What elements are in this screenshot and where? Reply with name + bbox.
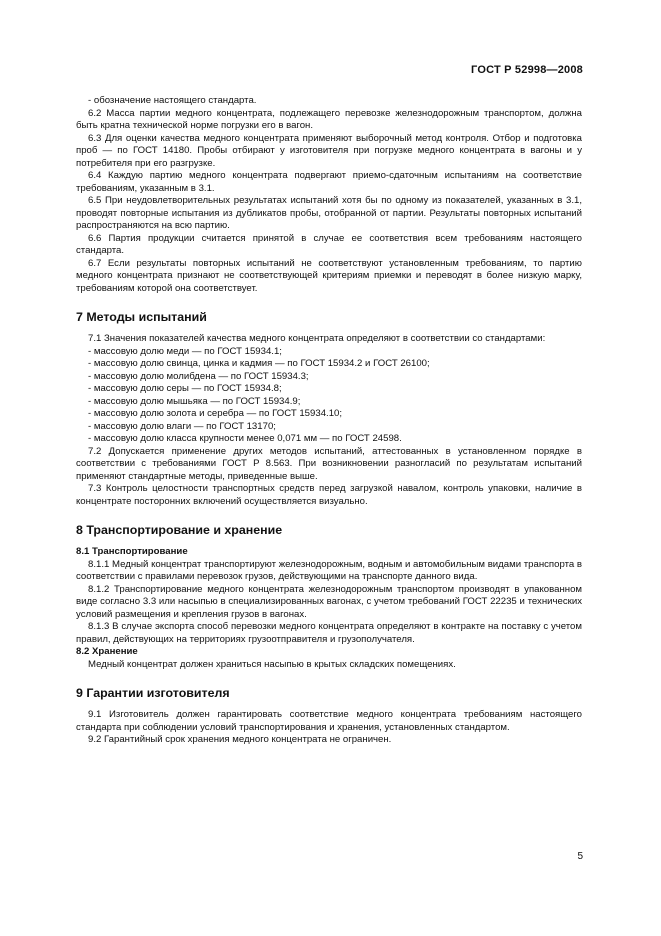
paragraph-6-7: 6.7 Если результаты повторных испытаний не соответствуют установленным требованиям, то партию медного концентрата признают не соответствующей критериям приемки и переводят в более низкую марку, требованиям которой она соответствует. — [76, 257, 582, 294]
section-9-heading: 9 Гарантии изготовителя — [76, 686, 230, 700]
list-item: - массовую долю влаги — по ГОСТ 13170; — [88, 420, 276, 432]
subsection-8-2-heading: 8.2 Хранение — [76, 646, 138, 657]
list-item: - массовую долю свинца, цинка и кадмия — по ГОСТ 15934.2 и ГОСТ 26100; — [88, 358, 430, 369]
list-item: - обозначение настоящего стандарта. — [88, 95, 257, 106]
section-7-heading: 7 Методы испытаний — [76, 310, 207, 324]
paragraph-6-6: 6.6 Партия продукции считается принятой в случае ее соответствия всем требованиям настоящего стандарта. — [76, 232, 582, 256]
section-8-heading: 8 Транспортирование и хранение — [76, 523, 283, 537]
paragraph-7-1: 7.1 Значения показателей качества медного концентрата определяют в соответствии со стандартами: — [88, 333, 546, 344]
paragraph-9-2: 9.2 Гарантийный срок хранения медного концентрата не ограничен. — [88, 734, 392, 745]
paragraph-8-1-3: 8.1.3 В случае экспорта способ перевозки медного концентрата определяют в контракте на поставку с учетом правил, действующих на территориях грузоотправителя и грузополучателя. — [76, 621, 582, 645]
paragraph-7-2: 7.2 Допускается применение других методов испытаний, аттестованных в установленном порядке в соответствии с требованиями ГОСТ Р 8.563. При возникновении разногласий по результатам испытаний применяют стандартные методы, приведенные выше. — [76, 445, 582, 482]
subsection-8-1-heading: 8.1 Транспортирование — [76, 546, 188, 557]
paragraph-9-1: 9.1 Изготовитель должен гарантировать соответствие медного концентрата требованиям настоящего стандарта при соблюдении условий транспортирования и хранения, установленных стандартом. — [76, 709, 582, 733]
paragraph-6-5: 6.5 При неудовлетворительных результатах испытаний хотя бы по одному из показателей, указанных в 3.1, проводят повторные испытания из дубликатов пробы, отобранной от партии. Результаты повторных испытаний распространяются на всю партию. — [76, 195, 582, 231]
paragraph-8-2: Медный концентрат должен храниться насыпью в крытых складских помещениях. — [88, 658, 456, 670]
list-item: - массовую долю золота и серебра — по ГОСТ 15934.10; — [88, 408, 343, 419]
paragraph-8-1-1: 8.1.1 Медный концентрат транспортируют железнодорожным, водным и автомобильным видами транспорта в соответствии с правилами перевозок грузов, действующими на транспорте данного вида. — [76, 558, 582, 582]
paragraph-6-2: 6.2 Масса партии медного концентрата, подлежащего перевозке железнодорожным транспортом, должна быть кратна технической норме погрузки его в вагон. — [76, 107, 582, 131]
paragraph-6-4: 6.4 Каждую партию медного концентрата подвергают приемо-сдаточным испытаниям на соответствие требованиям, указанным в 3.1. — [76, 170, 582, 194]
list-item: - массовую долю класса крупности менее 0,071 мм — по ГОСТ 24598. — [88, 433, 402, 444]
page-number: 5 — [577, 851, 583, 862]
document-body — [76, 95, 582, 747]
paragraph-8-1-2: 8.1.2 Транспортирование медного концентрата железнодорожным транспортом производят в упакованном виде согласно 3.3 или насыпью в специализированных вагонах, с учетом требований ГОСТ 22235 и технических условий размещения и крепления грузов в вагонах. — [76, 583, 582, 620]
paragraph-6-3: 6.3 Для оценки качества медного концентрата применяют выборочный метод контроля. Отбор и подготовка проб — по ГОСТ 14180. Пробы отбирают у изготовителя при погрузке медного концентрата в вагоны и у потребителя при его разгрузке. — [76, 132, 582, 169]
list-item: - массовую долю серы — по ГОСТ 15934.8; — [88, 383, 282, 394]
list-item: - массовую долю молибдена — по ГОСТ 15934.3; — [88, 370, 309, 382]
list-item: - массовую долю мышьяка — по ГОСТ 15934.9; — [88, 395, 301, 407]
list-item: - массовую долю меди — по ГОСТ 15934.1; — [88, 345, 282, 357]
paragraph-7-3: 7.3 Контроль целостности транспортных средств перед загрузкой навалом, контроль упаковки, наличие в концентрате посторонних включений осуществляется визуально. — [76, 483, 582, 507]
document-id: ГОСТ Р 52998—2008 — [471, 64, 583, 76]
